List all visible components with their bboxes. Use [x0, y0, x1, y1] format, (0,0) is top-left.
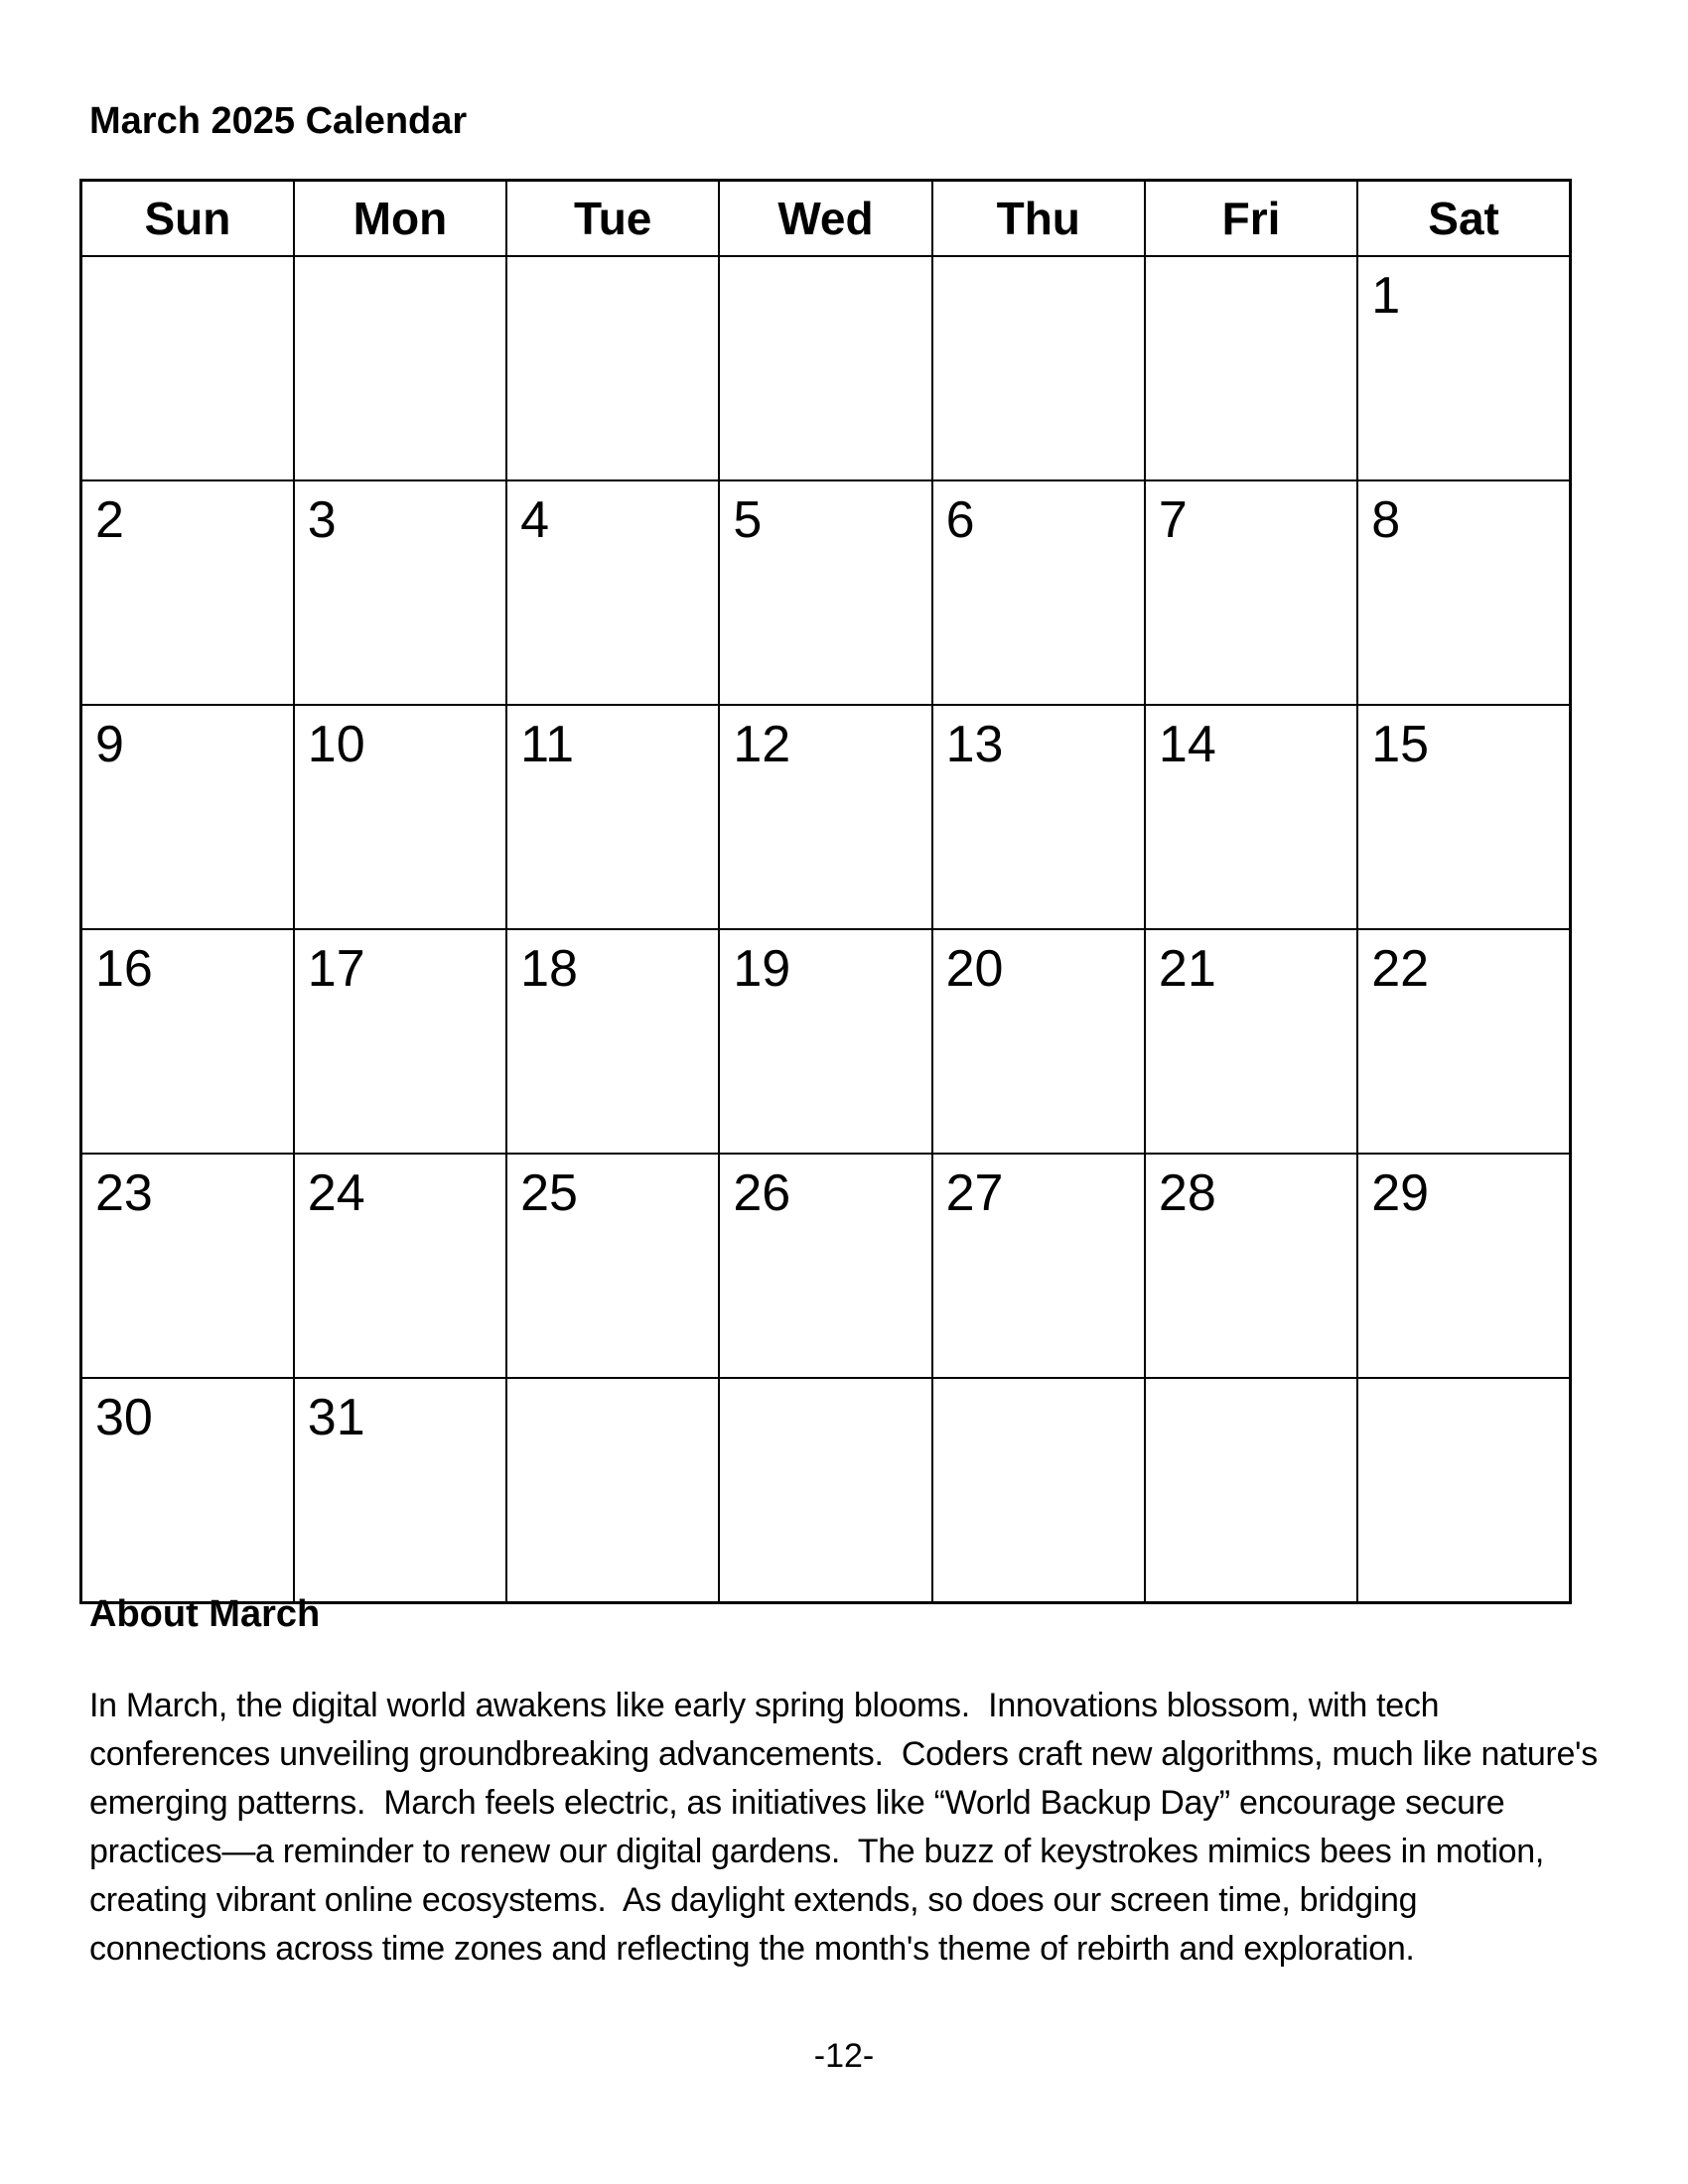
page-number: -12-	[813, 2037, 875, 2075]
about-heading: About March	[89, 1593, 321, 1635]
calendar-day-cell-empty	[1145, 1378, 1357, 1603]
calendar-day-cell-22: 22	[1357, 929, 1570, 1154]
day-header-tue: Tue	[506, 181, 719, 257]
about-paragraph-line: creating vibrant online ecosystems. As daylight extends, so does our screen time, bridging	[89, 1881, 1418, 1919]
calendar-day-cell-empty	[932, 256, 1145, 480]
calendar-day-cell-21: 21	[1145, 929, 1357, 1154]
calendar-day-cell-7: 7	[1145, 480, 1357, 705]
about-paragraph-line: In March, the digital world awakens like early spring blooms. Innovations blossom, with tech	[89, 1687, 1440, 1724]
calendar-day-cell-empty	[932, 1378, 1145, 1603]
calendar-day-cell-12: 12	[719, 705, 931, 929]
calendar-day-cell-26: 26	[719, 1154, 931, 1378]
calendar-day-cell-20: 20	[932, 929, 1145, 1154]
day-header-sat: Sat	[1357, 181, 1570, 257]
calendar-day-cell-18: 18	[506, 929, 719, 1154]
calendar-week-row	[81, 1154, 1571, 1378]
day-header-sun: Sun	[81, 181, 294, 257]
day-header-mon: Mon	[294, 181, 506, 257]
calendar-day-cell-19: 19	[719, 929, 931, 1154]
calendar-day-cell-empty	[81, 256, 294, 480]
calendar-week-row	[81, 1378, 1571, 1603]
calendar-week-row	[81, 705, 1571, 929]
day-header-fri: Fri	[1145, 181, 1357, 257]
calendar-day-cell-10: 10	[294, 705, 506, 929]
calendar-day-cell-29: 29	[1357, 1154, 1570, 1378]
calendar-week-row	[81, 256, 1571, 480]
calendar-header-row	[81, 181, 1571, 257]
page-title: March 2025 Calendar	[89, 100, 468, 142]
calendar-day-cell-27: 27	[932, 1154, 1145, 1378]
about-paragraph-line: emerging patterns. March feels electric, as initiatives like “World Backup Day” encourage secure	[89, 1784, 1505, 1822]
calendar-table	[79, 179, 1572, 1604]
calendar-day-cell-5: 5	[719, 480, 931, 705]
calendar-day-cell-14: 14	[1145, 705, 1357, 929]
calendar-day-cell-28: 28	[1145, 1154, 1357, 1378]
calendar-day-cell-25: 25	[506, 1154, 719, 1378]
calendar-week-row	[81, 929, 1571, 1154]
calendar-day-cell-17: 17	[294, 929, 506, 1154]
calendar-week-row	[81, 480, 1571, 705]
about-paragraph-line: practices—a reminder to renew our digital gardens. The buzz of keystrokes mimics bees in motion,	[89, 1833, 1545, 1870]
calendar-day-cell-empty	[1357, 1378, 1570, 1603]
calendar-day-cell-8: 8	[1357, 480, 1570, 705]
calendar-day-cell-empty	[719, 256, 931, 480]
about-paragraph-line: connections across time zones and reflecting the month's theme of rebirth and exploration.	[89, 1930, 1415, 1968]
calendar-day-cell-empty	[1145, 256, 1357, 480]
calendar-day-cell-23: 23	[81, 1154, 294, 1378]
calendar-day-cell-9: 9	[81, 705, 294, 929]
calendar-day-cell-empty	[294, 256, 506, 480]
calendar-body	[81, 256, 1571, 1603]
calendar-day-cell-3: 3	[294, 480, 506, 705]
calendar-day-cell-30: 30	[81, 1378, 294, 1603]
calendar-day-cell-15: 15	[1357, 705, 1570, 929]
calendar-day-cell-empty	[506, 1378, 719, 1603]
calendar-day-cell-11: 11	[506, 705, 719, 929]
calendar-day-cell-2: 2	[81, 480, 294, 705]
day-header-wed: Wed	[719, 181, 931, 257]
calendar-day-cell-4: 4	[506, 480, 719, 705]
calendar-day-cell-empty	[506, 256, 719, 480]
calendar-day-cell-24: 24	[294, 1154, 506, 1378]
calendar-day-cell-13: 13	[932, 705, 1145, 929]
day-header-thu: Thu	[932, 181, 1145, 257]
calendar-day-cell-16: 16	[81, 929, 294, 1154]
about-paragraph-line: conferences unveiling groundbreaking advancements. Coders craft new algorithms, much like nature's	[89, 1735, 1598, 1773]
calendar-day-cell-31: 31	[294, 1378, 506, 1603]
calendar-day-cell-empty	[719, 1378, 931, 1603]
calendar-day-cell-6: 6	[932, 480, 1145, 705]
about-paragraph	[89, 1682, 1638, 1974]
calendar-day-cell-1: 1	[1357, 256, 1570, 480]
